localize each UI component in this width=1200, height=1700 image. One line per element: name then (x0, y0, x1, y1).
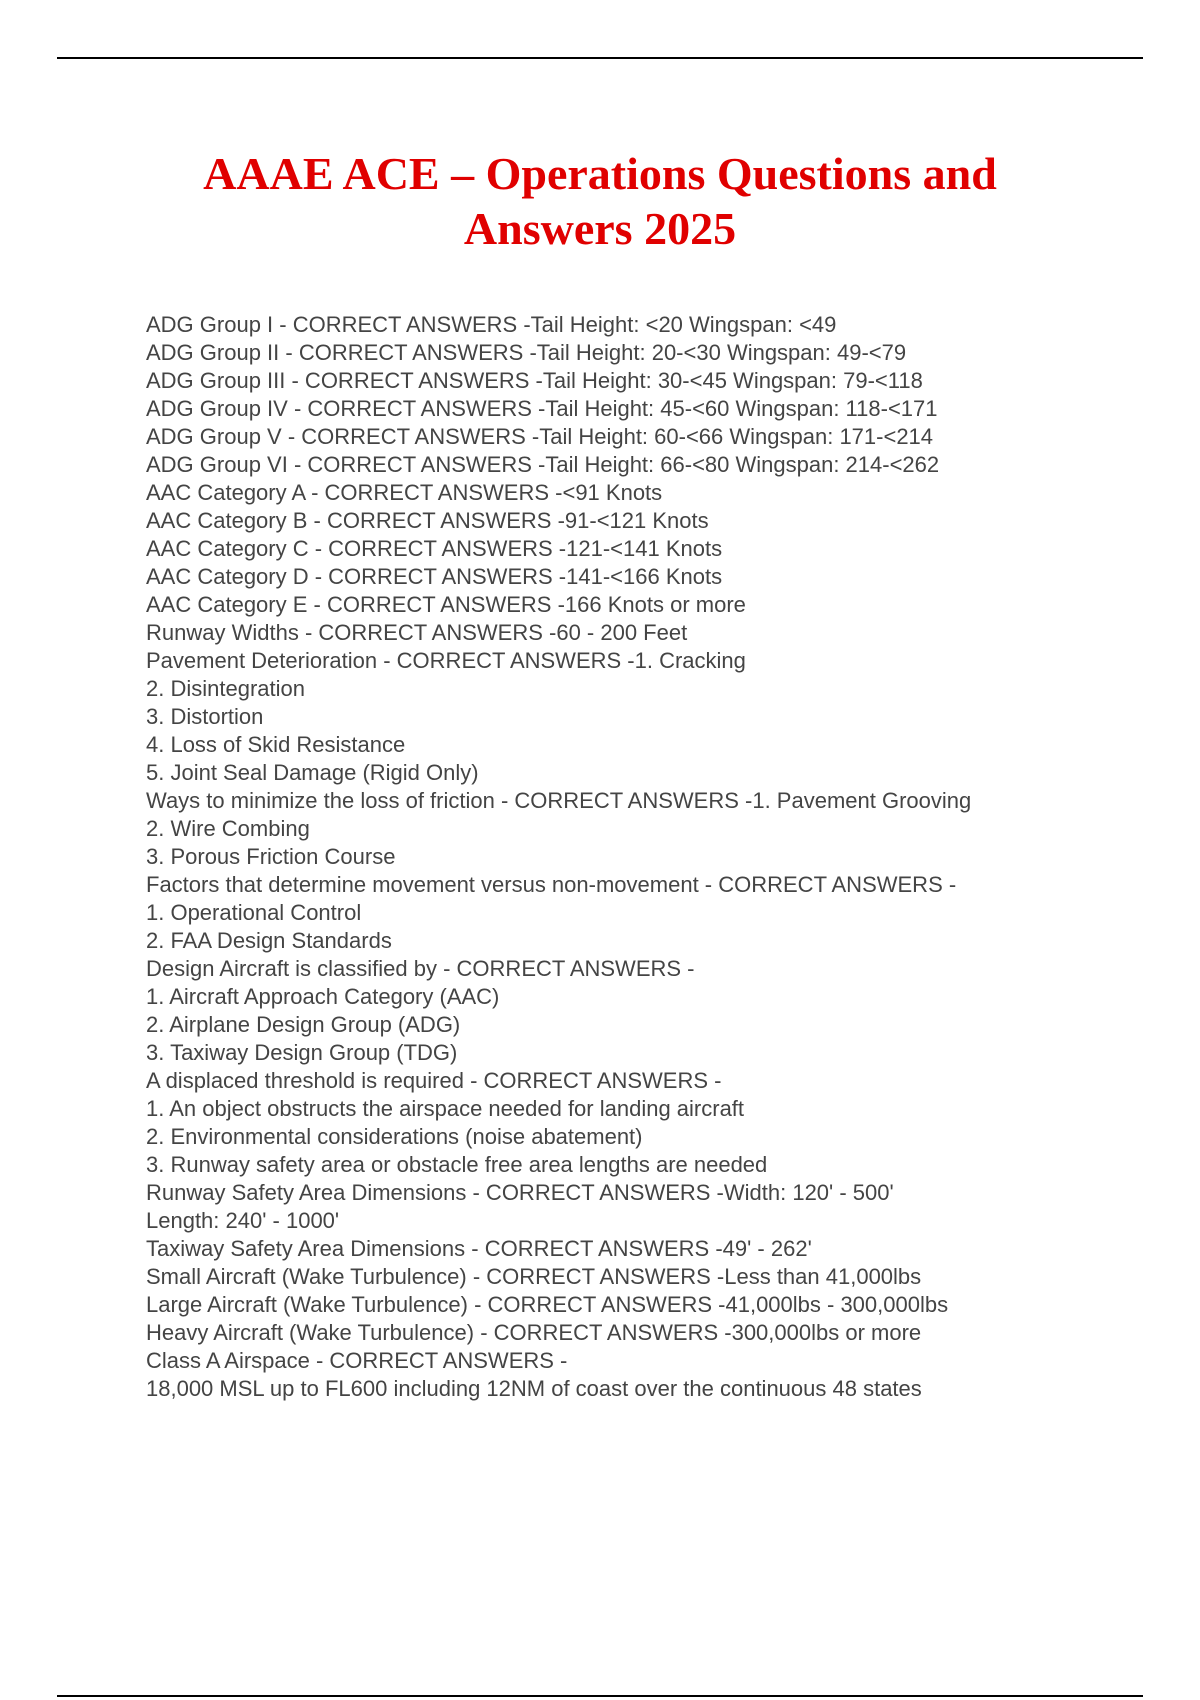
qa-line: Heavy Aircraft (Wake Turbulence) - CORRECT ANSWERS -300,000lbs or more (146, 1320, 922, 1345)
title-line-1: AAAE ACE – Operations Questions and (203, 148, 997, 199)
qa-line: 2. Disintegration (146, 676, 305, 701)
qa-line: Runway Widths - CORRECT ANSWERS -60 - 200 Feet (146, 620, 688, 645)
qa-line: 2. FAA Design Standards (146, 928, 392, 953)
qa-line: 3. Taxiway Design Group (TDG) (146, 1040, 458, 1065)
qa-line: AAC Category C - CORRECT ANSWERS -121-<141 Knots (146, 536, 723, 561)
qa-line: 3. Distortion (146, 704, 264, 729)
qa-line: 1. Aircraft Approach Category (AAC) (146, 984, 500, 1009)
qa-line: ADG Group III - CORRECT ANSWERS -Tail Height: 30-<45 Wingspan: 79-<118 (146, 368, 923, 393)
title-line-2: Answers 2025 (463, 203, 737, 254)
qa-line: Ways to minimize the loss of friction - CORRECT ANSWERS -1. Pavement Grooving (146, 788, 972, 813)
qa-line: Design Aircraft is classified by - CORRECT ANSWERS - (146, 956, 695, 981)
qa-line: Length: 240' - 1000' (146, 1208, 340, 1233)
document-title (100, 146, 1100, 256)
top-rule (57, 57, 1143, 59)
qa-line: AAC Category E - CORRECT ANSWERS -166 Knots or more (146, 592, 746, 617)
qa-line: 4. Loss of Skid Resistance (146, 732, 406, 757)
qa-line: 18,000 MSL up to FL600 including 12NM of coast over the continuous 48 states (146, 1376, 922, 1401)
qa-line: Pavement Deterioration - CORRECT ANSWERS -1. Cracking (146, 648, 746, 673)
qa-line: ADG Group IV - CORRECT ANSWERS -Tail Height: 45-<60 Wingspan: 118-<171 (146, 396, 938, 421)
qa-line: 3. Runway safety area or obstacle free area lengths are needed (146, 1152, 768, 1177)
qa-line: AAC Category D - CORRECT ANSWERS -141-<166 Knots (146, 564, 723, 589)
qa-line: ADG Group VI - CORRECT ANSWERS -Tail Height: 66-<80 Wingspan: 214-<262 (146, 452, 940, 477)
qa-line: 3. Porous Friction Course (146, 844, 396, 869)
qa-line: Factors that determine movement versus non-movement - CORRECT ANSWERS - (146, 872, 957, 897)
qa-line: 2. Environmental considerations (noise abatement) (146, 1124, 643, 1149)
qa-line: AAC Category A - CORRECT ANSWERS -<91 Knots (146, 480, 663, 505)
qa-line: Class A Airspace - CORRECT ANSWERS - (146, 1348, 568, 1373)
qa-line: 1. Operational Control (146, 900, 362, 925)
qa-line: Taxiway Safety Area Dimensions - CORRECT ANSWERS -49' - 262' (146, 1236, 812, 1261)
qa-line: Runway Safety Area Dimensions - CORRECT ANSWERS -Width: 120' - 500' (146, 1180, 894, 1205)
qa-line: 2. Airplane Design Group (ADG) (146, 1012, 461, 1037)
qa-list (146, 311, 1156, 1403)
bottom-rule (57, 1695, 1143, 1697)
qa-line: A displaced threshold is required - CORRECT ANSWERS - (146, 1068, 722, 1093)
qa-line: ADG Group V - CORRECT ANSWERS -Tail Height: 60-<66 Wingspan: 171-<214 (146, 424, 934, 449)
qa-line: 5. Joint Seal Damage (Rigid Only) (146, 760, 479, 785)
qa-line: ADG Group II - CORRECT ANSWERS -Tail Height: 20-<30 Wingspan: 49-<79 (146, 340, 907, 365)
qa-line: Large Aircraft (Wake Turbulence) - CORRECT ANSWERS -41,000lbs - 300,000lbs (146, 1292, 949, 1317)
qa-line: AAC Category B - CORRECT ANSWERS -91-<121 Knots (146, 508, 709, 533)
qa-line: Small Aircraft (Wake Turbulence) - CORRECT ANSWERS -Less than 41,000lbs (146, 1264, 922, 1289)
qa-line: 2. Wire Combing (146, 816, 310, 841)
qa-line: ADG Group I - CORRECT ANSWERS -Tail Height: <20 Wingspan: <49 (146, 312, 837, 337)
qa-line: 1. An object obstructs the airspace needed for landing aircraft (146, 1096, 745, 1121)
